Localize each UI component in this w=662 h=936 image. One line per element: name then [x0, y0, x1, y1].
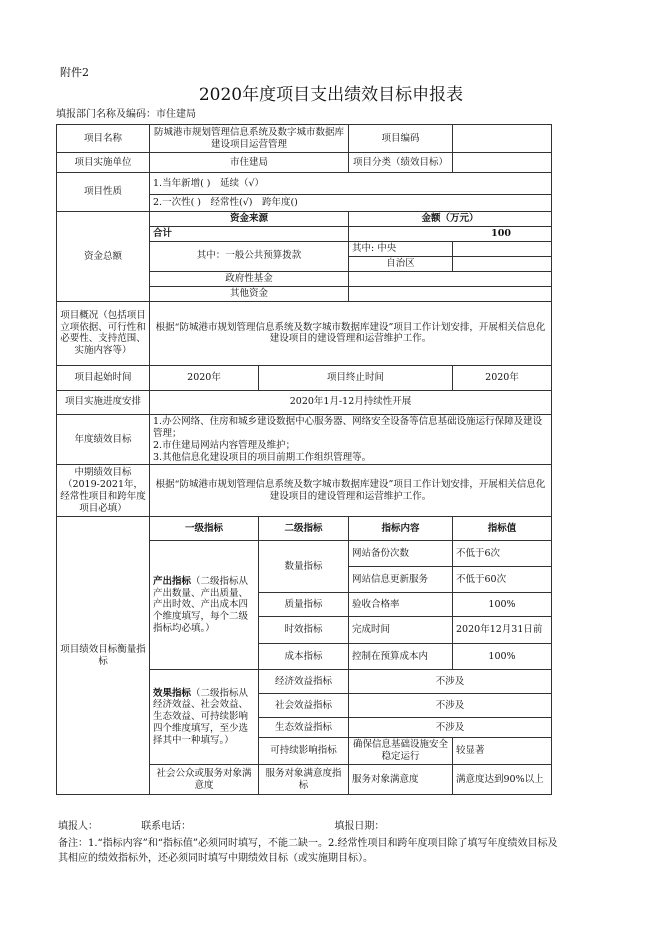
other-fund-value [349, 286, 552, 301]
effect-indicator-desc: （二级指标从经济效益、社会效益、生态效益、可持续影响四个维度填写，至少选择其中一种填写。） [153, 687, 249, 747]
general-budget-label: 其中：一般公共预算拨款 [150, 241, 349, 271]
annual-target-1: 1.办公网络、住房和城乡建设数据中心服务器、网络安全设备等信息基础设施运行保障及建设管理； [153, 415, 543, 439]
fund-amount-header: 金额（万元） [349, 212, 552, 227]
social-value: 不涉及 [349, 694, 552, 718]
indicator-content: 网站备份次数 [349, 541, 453, 567]
project-name: 防城港市规划管理信息系统及数字城市数据库建设项目运营管理 [150, 125, 349, 153]
cost-indicator: 成本指标 [259, 644, 349, 670]
ecological-indicator: 生态效益指标 [259, 718, 349, 738]
output-indicator-title: 产出指标 [153, 575, 192, 587]
indicator-header-level2: 二级指标 [259, 517, 349, 541]
mid-term-target-label: 中期绩效目标（2019-2021年，经常性项目和跨年度项目必填） [57, 465, 150, 517]
attachment-label: 附件2 [60, 66, 89, 79]
project-code-label: 项目编码 [349, 125, 453, 153]
end-time-value: 2020年 [453, 365, 552, 390]
central-label: 其中: 中央 [349, 241, 453, 256]
indicator-header-content: 指标内容 [349, 517, 453, 541]
quality-value: 100% [453, 593, 552, 617]
indicator-header-level1: 一级指标 [150, 517, 259, 541]
fund-source-header: 资金来源 [150, 212, 349, 227]
gov-fund-value [349, 271, 552, 286]
central-value [453, 241, 552, 256]
timeliness-indicator: 时效指标 [259, 617, 349, 644]
social-indicator: 社会效益指标 [259, 694, 349, 718]
unit-value: 市住建局 [150, 153, 349, 173]
output-indicator-cell [150, 541, 259, 670]
annual-target-3: 3.其他信息化建设项目的项目前期工作组织管理等。 [153, 451, 372, 463]
quality-content: 验收合格率 [349, 593, 453, 617]
satisfaction-value: 满意度达到90%以上 [453, 765, 552, 795]
sustainability-value: 较显著 [453, 738, 552, 765]
cost-value: 100% [453, 644, 552, 670]
annual-target-label: 年度绩效目标 [57, 414, 150, 465]
economic-value: 不涉及 [349, 670, 552, 694]
quantity-indicator: 数量指标 [259, 541, 349, 593]
project-name-label: 项目名称 [57, 125, 150, 153]
quality-indicator: 质量指标 [259, 593, 349, 617]
performance-target-table [56, 124, 552, 795]
unit-label: 项目实施单位 [57, 153, 150, 173]
overview-label: 项目概况（包括项目立项依据、可行性和必要性、支持范围、实施内容等） [57, 301, 150, 365]
fund-total-row-label: 合计 [150, 226, 349, 241]
date-label: 填报日期： [334, 821, 385, 832]
project-code [453, 125, 552, 153]
fund-total-value: 100 [349, 226, 552, 241]
nature-line-2: 2.一次性( ) 经常性(√) 跨年度() [150, 195, 552, 212]
category-label: 项目分类（绩效目标） [349, 153, 453, 173]
start-time-value: 2020年 [150, 365, 259, 390]
progress-label: 项目实施进度安排 [57, 390, 150, 414]
timeliness-content: 完成时间 [349, 617, 453, 644]
fund-total-label: 资金总额 [57, 212, 150, 302]
phone-label: 联系电话： [141, 821, 192, 832]
footer [58, 817, 424, 832]
other-fund-label: 其他资金 [150, 286, 349, 301]
mid-term-target-text: 根据“防城港市规划管理信息系统及数字城市数据库建设”项目工作计划安排，开展相关信息化建设项目的建设管理和运营维护工作。 [150, 465, 552, 517]
annual-target-2: 2.市住建局网站内容管理及维护； [153, 439, 296, 451]
cost-content: 控制在预算成本内 [349, 644, 453, 670]
filler-label: 填报人： [58, 821, 98, 832]
sustainability-content: 确保信息基础设施安全稳定运行 [349, 738, 453, 765]
indicator-section-label: 项目绩效目标衡量指标 [57, 517, 150, 795]
indicator-header-value: 指标值 [453, 517, 552, 541]
overview-text: 根据“防城港市规划管理信息系统及数字城市数据库建设”项目工作计划安排，开展相关信息化建设项目的建设管理和运营维护工作。 [150, 301, 552, 365]
region-label: 自治区 [349, 256, 453, 271]
category-value [453, 153, 552, 173]
page-title: 2020年度项目支出绩效目标申报表 [198, 85, 464, 105]
sustainability-indicator: 可持续影响指标 [259, 738, 349, 765]
effect-indicator-title: 效果指标 [153, 687, 192, 699]
effect-indicator-cell [150, 670, 259, 765]
ecological-value: 不涉及 [349, 718, 552, 738]
satisfaction-content: 服务对象满意度 [349, 765, 453, 795]
start-time-label: 项目起始时间 [57, 365, 150, 390]
region-value [453, 256, 552, 271]
gov-fund-label: 政府性基金 [150, 271, 349, 286]
department-label: 填报部门名称及编码：市住建局 [56, 109, 196, 120]
end-time-label: 项目终止时间 [259, 365, 453, 390]
annual-target-text [150, 414, 552, 465]
timeliness-value: 2020年12月31日前 [453, 617, 552, 644]
economic-indicator: 经济效益指标 [259, 670, 349, 694]
remarks-note: 备注：1.“指标内容”和“指标值”必须同时填写，不能二缺一。2.经常性项目和跨年度项目除了填写年度绩效目标及其相应的绩效指标外，还必须同时填写中期绩效目标（或实施期目标）。 [58, 838, 558, 864]
indicator-value: 不低于60次 [453, 567, 552, 593]
satisfaction-level1: 社会公众或服务对象满意度 [150, 765, 259, 795]
nature-label: 项目性质 [57, 173, 150, 212]
indicator-value: 不低于6次 [453, 541, 552, 567]
indicator-content: 网站信息更新服务 [349, 567, 453, 593]
output-indicator-desc: （二级指标从产出数量、产出质量、产出时效、产出成本四个维度填写，每个二级指标均必填。） [153, 575, 249, 635]
progress-text: 2020年1月-12月持续性开展 [150, 390, 552, 414]
satisfaction-level2: 服务对象满意度指标 [259, 765, 349, 795]
nature-line-1: 1.当年新增( ) 延续（√） [150, 173, 552, 195]
